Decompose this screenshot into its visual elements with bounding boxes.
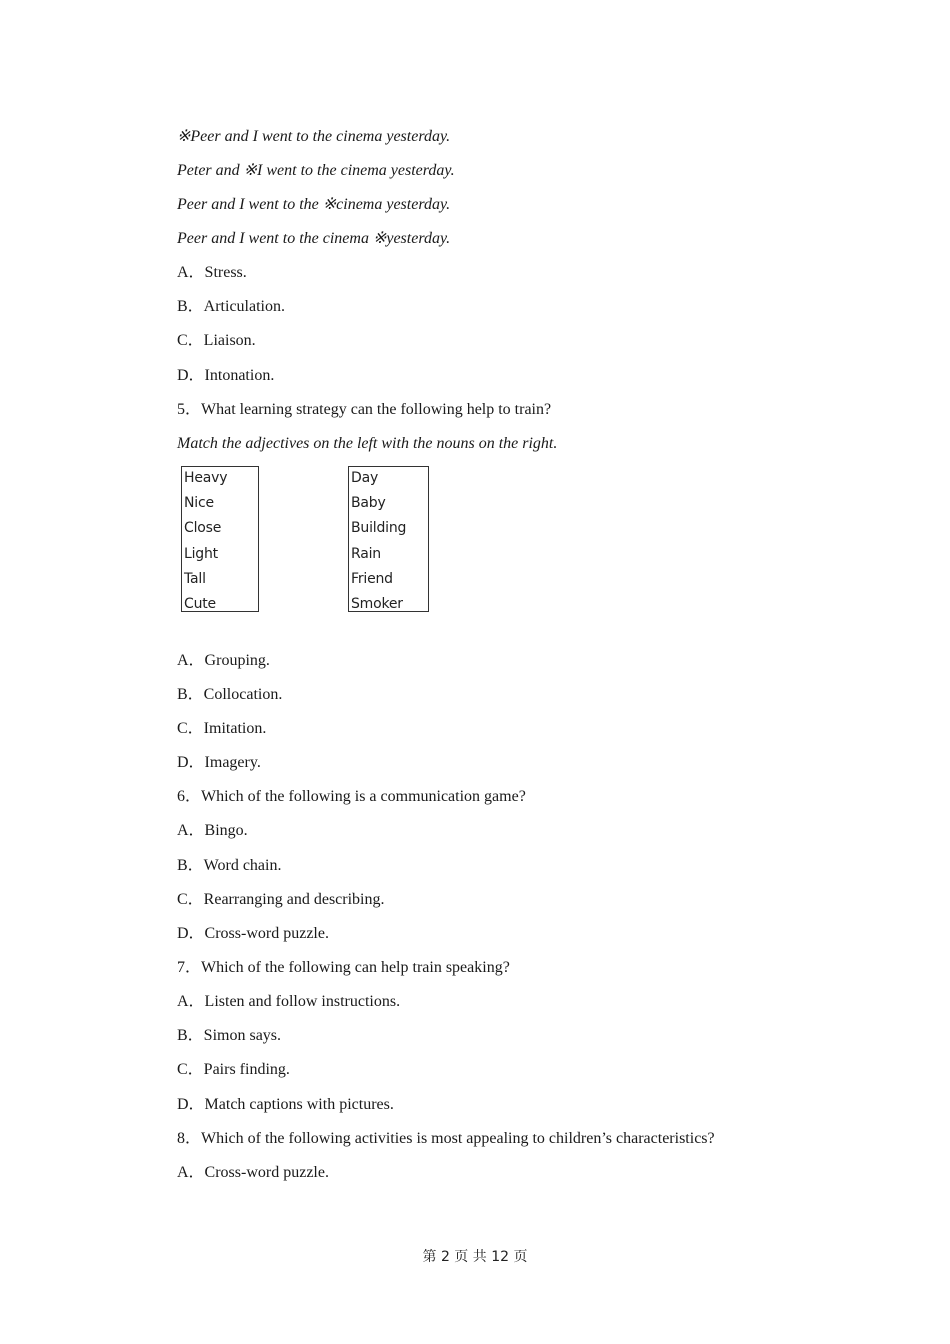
q7-option-d: D．Match captions with pictures. (177, 1096, 394, 1113)
stress-example-4: Peer and I went to the cinema ※yesterday. (177, 230, 451, 247)
q7-option-a: A．Listen and follow instructions. (177, 993, 401, 1010)
stress-example-2: Peter and ※I went to the cinema yesterday. (177, 162, 455, 179)
q4-option-d: D．Intonation. (177, 367, 275, 384)
q6-option-d: D．Cross-word puzzle. (177, 925, 329, 942)
adjective-item: Heavy (184, 470, 228, 486)
question-6: 6．Which of the following is a communication game? (177, 788, 526, 805)
page-footer: 第 2 页 共 12 页 (422, 1249, 528, 1265)
q4-option-b: B．Articulation. (177, 298, 285, 315)
stress-example-3: Peer and I went to the ※cinema yesterday. (177, 196, 451, 213)
q5-option-c: C．Imitation. (177, 720, 267, 737)
adjective-item: Cute (184, 595, 216, 612)
q4-option-c: C．Liaison. (177, 332, 256, 349)
q6-option-c: C．Rearranging and describing. (177, 891, 385, 908)
noun-item: Day (351, 470, 379, 486)
q5-option-d: D．Imagery. (177, 754, 261, 771)
noun-item: Friend (351, 570, 393, 587)
q4-option-a: A．Stress. (177, 264, 247, 281)
adjective-item: Nice (184, 495, 214, 512)
question-7: 7．Which of the following can help train speaking? (177, 959, 510, 976)
q8-option-a: A．Cross-word puzzle. (177, 1164, 329, 1181)
q6-option-b: B．Word chain. (177, 857, 282, 874)
nouns-box (348, 466, 429, 612)
question-5-instruction: Match the adjectives on the left with the nouns on the right. (177, 435, 558, 452)
noun-item: Baby (351, 495, 386, 512)
adjective-item: Light (184, 545, 218, 562)
question-5: 5．What learning strategy can the following help to train? (177, 401, 552, 418)
noun-item: Rain (351, 545, 381, 562)
adjective-item: Close (184, 520, 222, 537)
q5-option-a: A．Grouping. (177, 652, 270, 669)
noun-item: Building (351, 520, 407, 537)
q7-option-b: B．Simon says. (177, 1027, 282, 1044)
question-8: 8．Which of the following activities is most appealing to children’s characteristics? (177, 1130, 715, 1147)
q6-option-a: A．Bingo. (177, 822, 248, 839)
noun-item: Smoker (351, 595, 403, 612)
adjective-item: Tall (184, 570, 206, 587)
q5-option-b: B．Collocation. (177, 686, 283, 703)
adjectives-box (181, 466, 259, 612)
stress-example-1: ※Peer and I went to the cinema yesterday. (177, 128, 451, 145)
q7-option-c: C．Pairs finding. (177, 1061, 290, 1078)
